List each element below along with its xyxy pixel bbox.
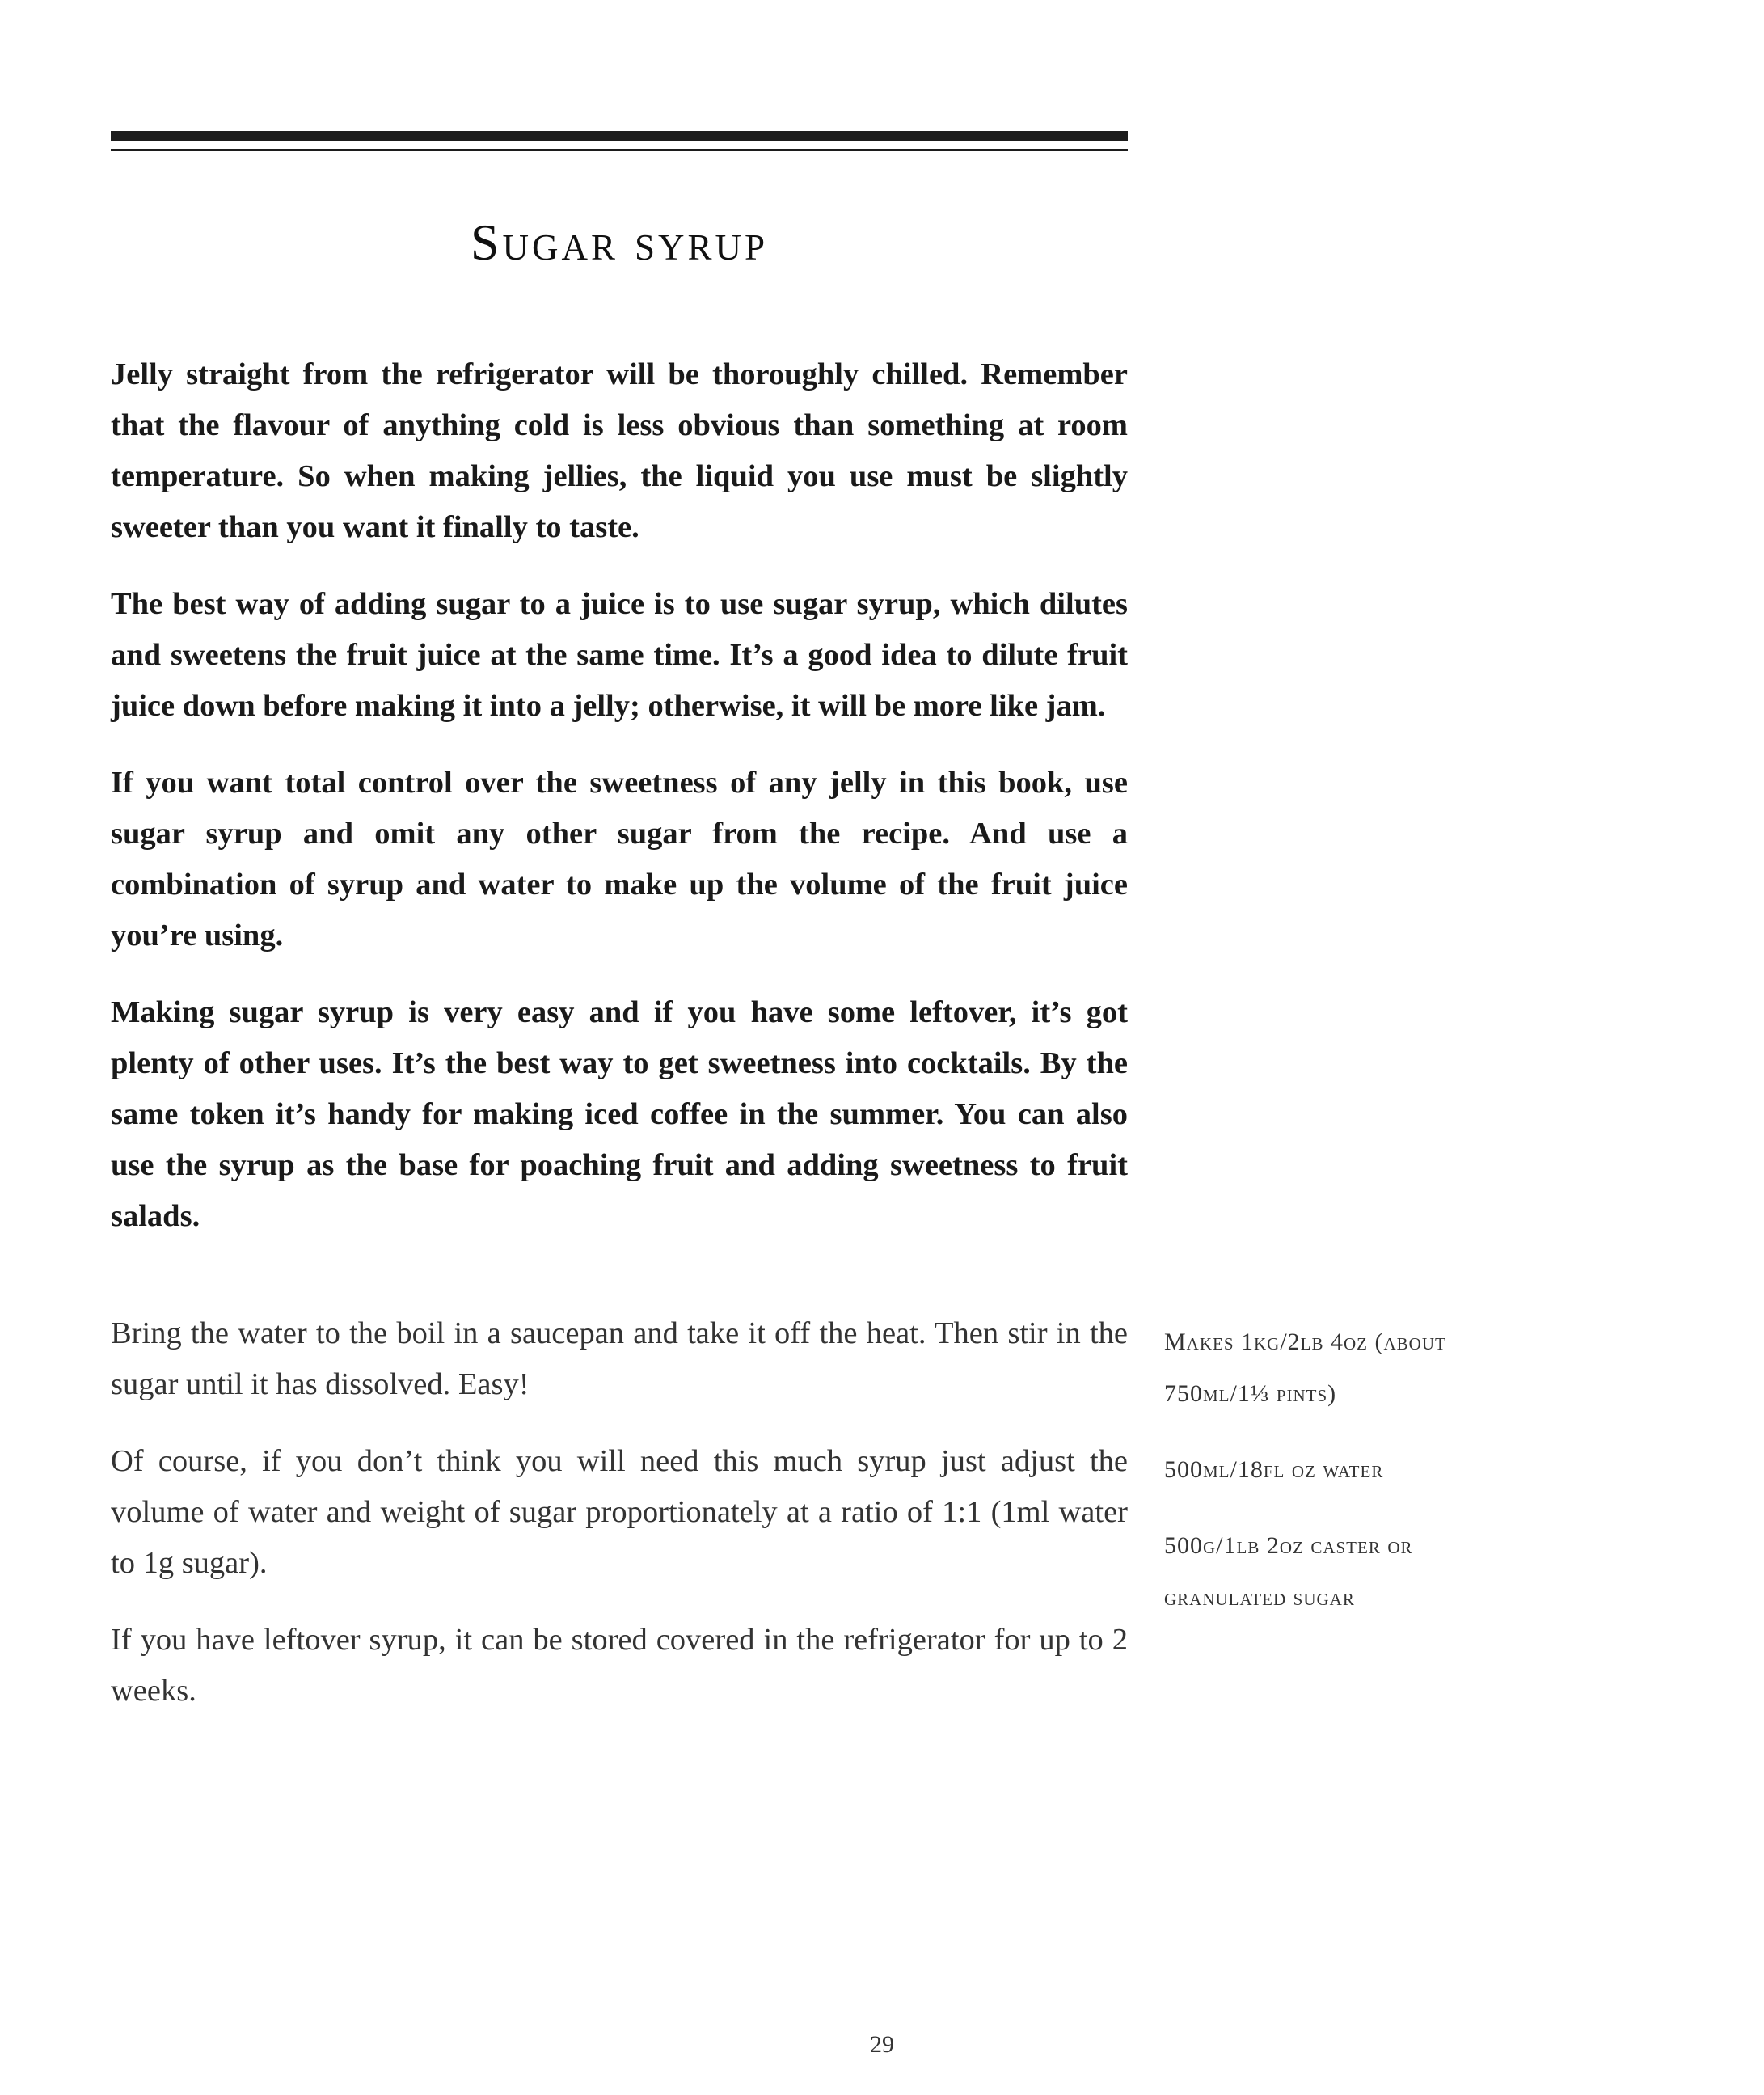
recipe-yield: Makes 1kg/2lb 4oz (about 750ml/1⅓ pints)	[1164, 1328, 1446, 1407]
method-paragraph: Bring the water to the boil in a saucepan and take it off the heat. Then stir in the sugar until it has dissolved. Easy!	[111, 1316, 1128, 1401]
method-paragraph: If you have leftover syrup, it can be stored covered in the refrigerator for up to 2 weeks.	[111, 1623, 1128, 1708]
intro-paragraph: Making sugar syrup is very easy and if you have some leftover, it’s got plenty of other uses. It’s the best way to get sweetness into cocktails. By the same token it’s handy for making iced coffee in the summer. You can also use the syrup as the base for poaching fruit and adding sweetness to fruit salads.	[111, 995, 1128, 1233]
header-rule-thin	[111, 149, 1128, 151]
ingredient-item: 500g/1lb 2oz caster or granulated sugar	[1164, 1532, 1413, 1611]
intro-paragraph: The best way of adding sugar to a juice is to use sugar syrup, which dilutes and sweetens the fruit juice at the same time. It’s a good idea to dilute fruit juice down before making it into a jelly; otherwise, it will be more like jam.	[111, 587, 1128, 723]
intro-paragraph: Jelly straight from the refrigerator will be thoroughly chilled. Remember that the flavour of anything cold is less obvious than something at room temperature. So when making jellies, the liquid you use must be slightly sweeter than you want it finally to taste.	[111, 357, 1128, 544]
ingredients-list	[1164, 1316, 1536, 1648]
method-paragraph: Of course, if you don’t think you will need this much syrup just adjust the volume of water and weight of sugar proportionately at a ratio of 1:1 (1ml water to 1g sugar).	[111, 1444, 1128, 1580]
page-number: 29	[870, 2031, 894, 2058]
recipe-title: Sugar syrup	[470, 213, 769, 271]
ingredient-item: 500ml/18fl oz water	[1164, 1456, 1384, 1483]
method-text	[111, 1308, 1128, 1742]
intro-text	[111, 349, 1128, 1268]
header-rule-thick	[111, 131, 1128, 141]
intro-paragraph: If you want total control over the sweetness of any jelly in this book, use sugar syrup and omit any other sugar from the recipe. And use a combination of syrup and water to make up the volume of the fruit juice you’re using.	[111, 766, 1128, 952]
